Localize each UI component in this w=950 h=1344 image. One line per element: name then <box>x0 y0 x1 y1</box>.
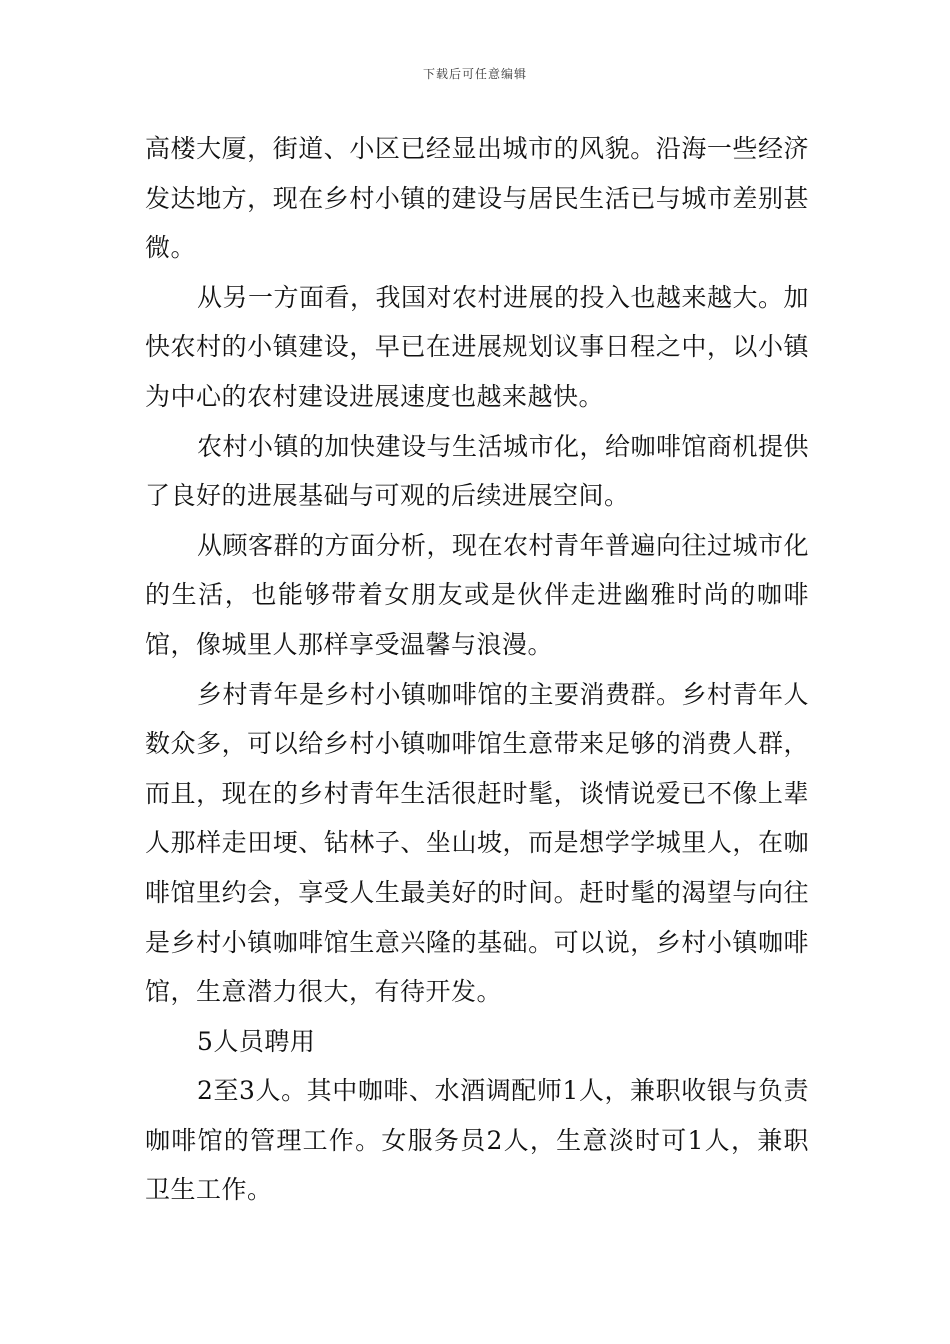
paragraph-2: 从另一方面看，我国对农村进展的投入也越来越大。加快农村的小镇建设，早已在进展规划议事日程之中，以小镇为中心的农村建设进展速度也越来越快。 <box>145 282 810 411</box>
page-header-note: 下载后可任意编辑 <box>422 67 527 81</box>
section-heading-staffing: 5人员聘用 <box>197 1026 316 1056</box>
paragraph-4: 从顾客群的方面分析，现在农村青年普遍向往过城市化的生活，也能够带着女朋友或是伙伴走进幽雅时尚的咖啡馆，像城里人那样享受温馨与浪漫。 <box>145 530 810 659</box>
paragraph-1: 高楼大厦，街道、小区已经显出城市的风貌。沿海一些经济发达地方，现在乡村小镇的建设与居民生活已与城市差别甚微。 <box>145 134 809 263</box>
paragraph-6: 2至3人。其中咖啡、水酒调配师1人，兼职收银与负责咖啡馆的管理工作。女服务员2人，生意淡时可1人，兼职卫生工作。 <box>145 1076 809 1205</box>
paragraph-5: 乡村青年是乡村小镇咖啡馆的主要消费群。乡村青年人数众多，可以给乡村小镇咖啡馆生意带来足够的消费人群，而且，现在的乡村青年生活很赶时髦，谈情说爱已不像上辈人那样走田埂、钻林子、坐山坡，而是想学学城里人，在咖啡馆里约会，享受人生最美好的时间。赶时髦的渴望与向往是乡村小镇咖啡馆生意兴隆的基础。可以说，乡村小镇咖啡馆，生意潜力很大，有待开发。 <box>145 679 810 1007</box>
document-body <box>145 124 809 1215</box>
paragraph-3: 农村小镇的加快建设与生活城市化，给咖啡馆商机提供了良好的进展基础与可观的后续进展空间。 <box>145 431 810 511</box>
